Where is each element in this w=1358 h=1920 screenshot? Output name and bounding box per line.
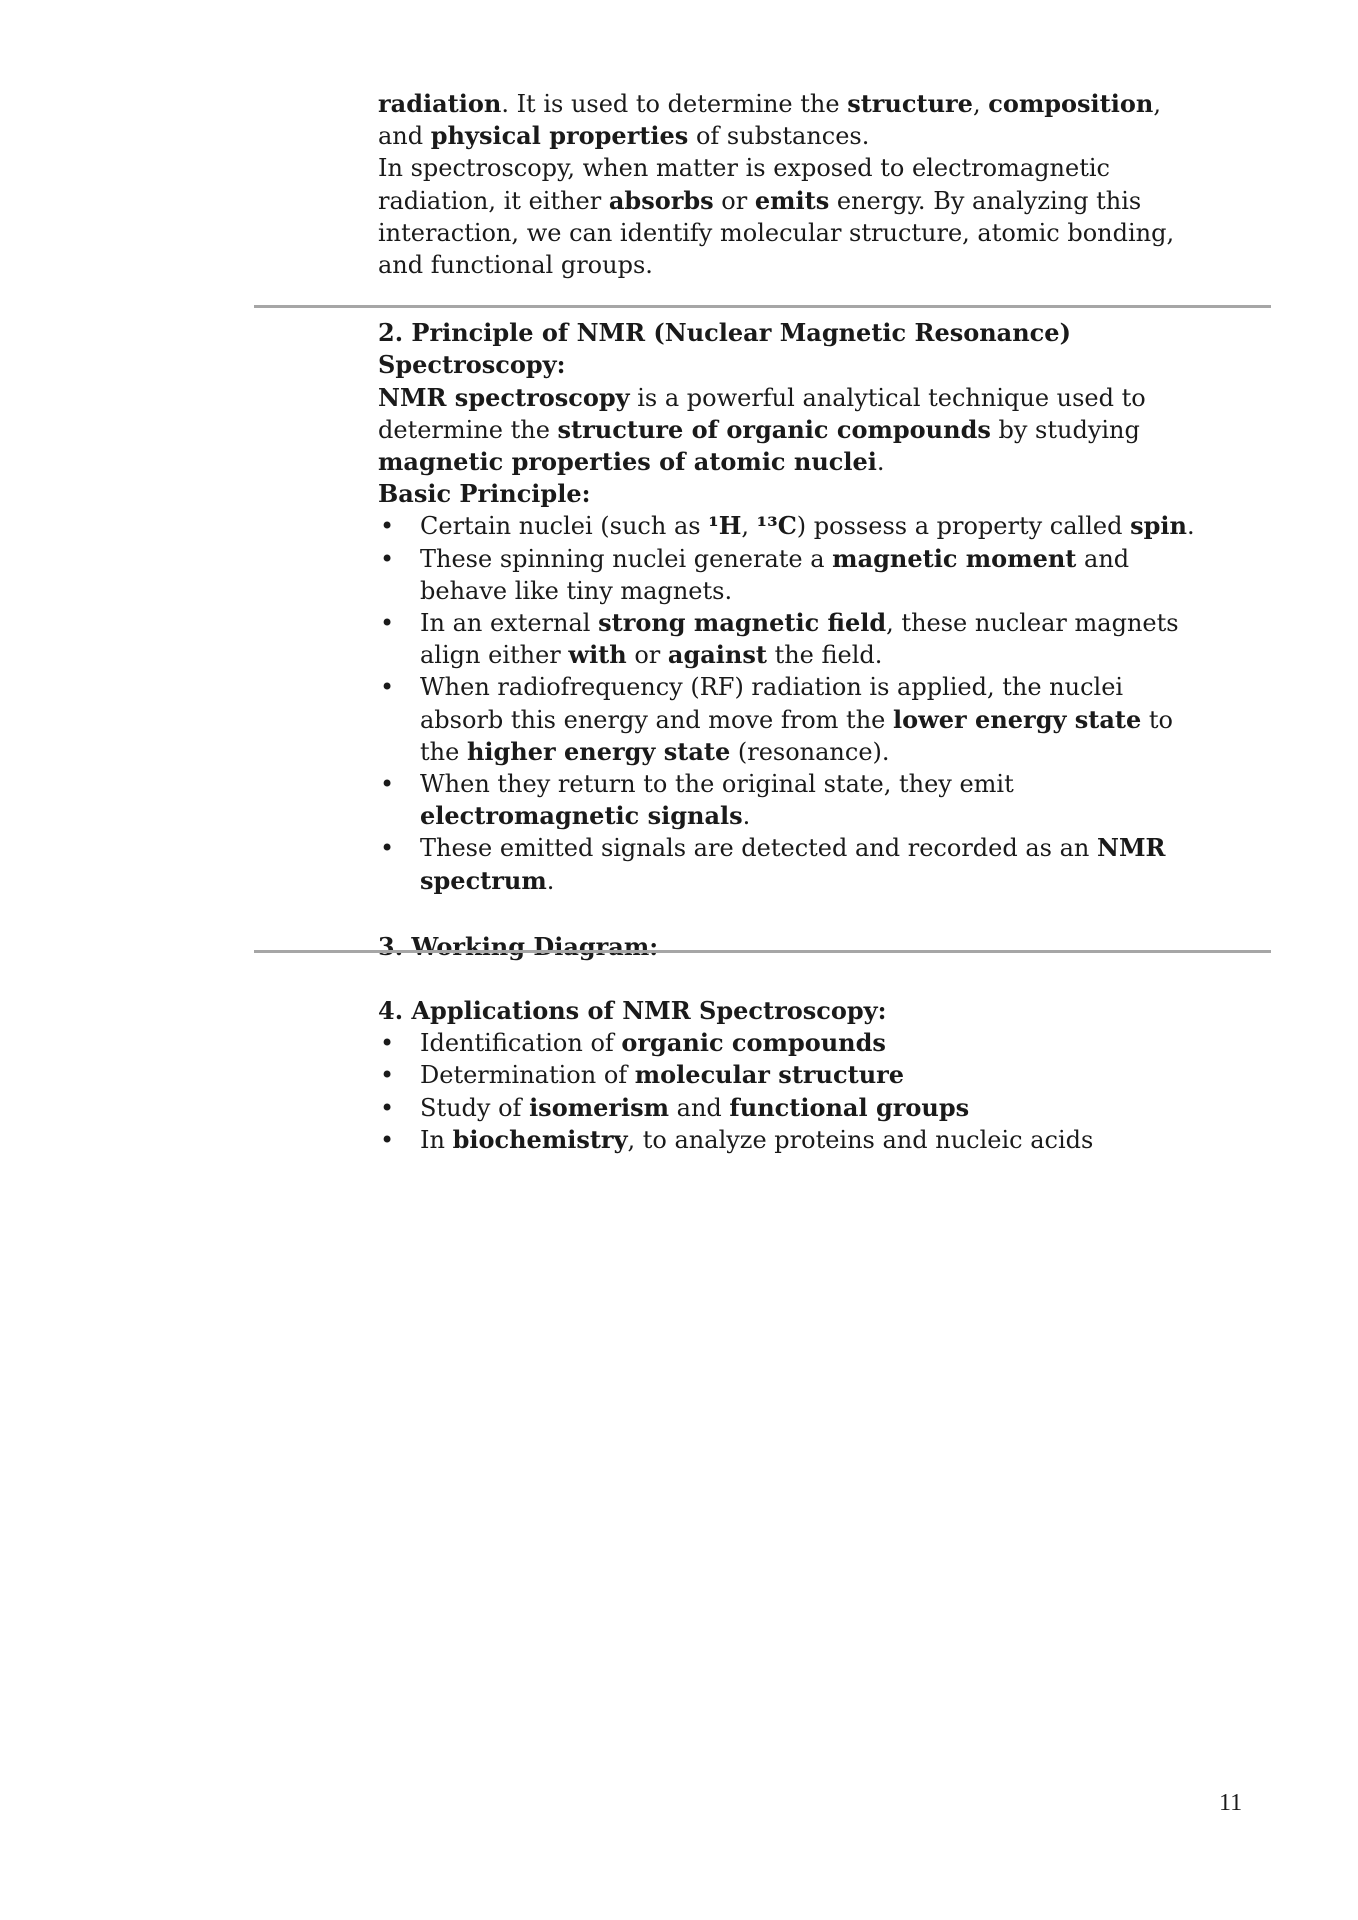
- list-item: • These spinning nuclei generate a magnetic moment and behave like tiny magnets.: [378, 543, 1198, 607]
- list-item: • These emitted signals are detected and recorded as an NMR spectrum.: [378, 832, 1198, 896]
- bold-term: radiation: [378, 89, 502, 118]
- bold-term: physical properties: [430, 121, 689, 151]
- horizontal-divider: [254, 305, 1271, 308]
- section-working-diagram: [378, 931, 1198, 963]
- bold-term: emits: [754, 185, 830, 215]
- list-item: • Determination of molecular structure: [378, 1059, 1198, 1091]
- bold-term: NMR spectroscopy: [378, 382, 630, 412]
- section-2-heading: 2. Principle of NMR (Nuclear Magnetic Resonance) Spectroscopy:: [378, 318, 1071, 380]
- section-nmr-principle: [378, 317, 1198, 897]
- list-item: • When they return to the original state, they emit electromagnetic signals.: [378, 768, 1198, 832]
- list-item: • In biochemistry, to analyze proteins and nucleic acids: [378, 1124, 1198, 1156]
- list-item: • Study of isomerism and functional groups: [378, 1092, 1198, 1124]
- applications-bullet-list: [378, 1027, 1198, 1156]
- basic-principle-subheading: Basic Principle:: [378, 479, 591, 509]
- bold-term: composition: [988, 89, 1154, 118]
- principle-bullet-list: [378, 510, 1198, 896]
- bold-term: magnetic properties of atomic nuclei: [378, 447, 877, 477]
- bold-term: structure of organic compounds: [557, 414, 991, 444]
- section-4-heading: 4. Applications of NMR Spectroscopy:: [378, 996, 887, 1026]
- list-item: • When radiofrequency (RF) radiation is applied, the nuclei absorb this energy and move from the lower energy state to the higher energy state (resonance).: [378, 671, 1198, 768]
- list-item: • Identification of organic compounds: [378, 1027, 1198, 1059]
- bold-term: structure: [847, 89, 973, 118]
- intro-paragraph-2: In spectroscopy, when matter is exposed to electromagnetic radiation, it either absorbs or emits energy. By analyzing this interaction, we can identify molecular structure, atomic bonding, and functional groups.: [378, 154, 1175, 280]
- list-item: • Certain nuclei (such as ¹H, ¹³C) possess a property called spin.: [378, 510, 1198, 542]
- bold-term: absorbs: [608, 185, 714, 215]
- page-number: 11: [1219, 1790, 1243, 1816]
- section-2-paragraph: NMR spectroscopy is a powerful analytical technique used to determine the structure of organic compounds by studying magnetic properties of atomic nuclei.: [378, 382, 1146, 477]
- list-item: • In an external strong magnetic field, these nuclear magnets align either with or against the field.: [378, 607, 1198, 671]
- intro-paragraph-1: radiation. It is used to determine the structure, composition, and physical properties of substances.: [378, 89, 1161, 151]
- section-applications: [378, 995, 1198, 1156]
- horizontal-divider: [254, 950, 1271, 953]
- section-3-heading: 3. Working Diagram:: [378, 931, 659, 961]
- page-content: [378, 88, 1198, 1156]
